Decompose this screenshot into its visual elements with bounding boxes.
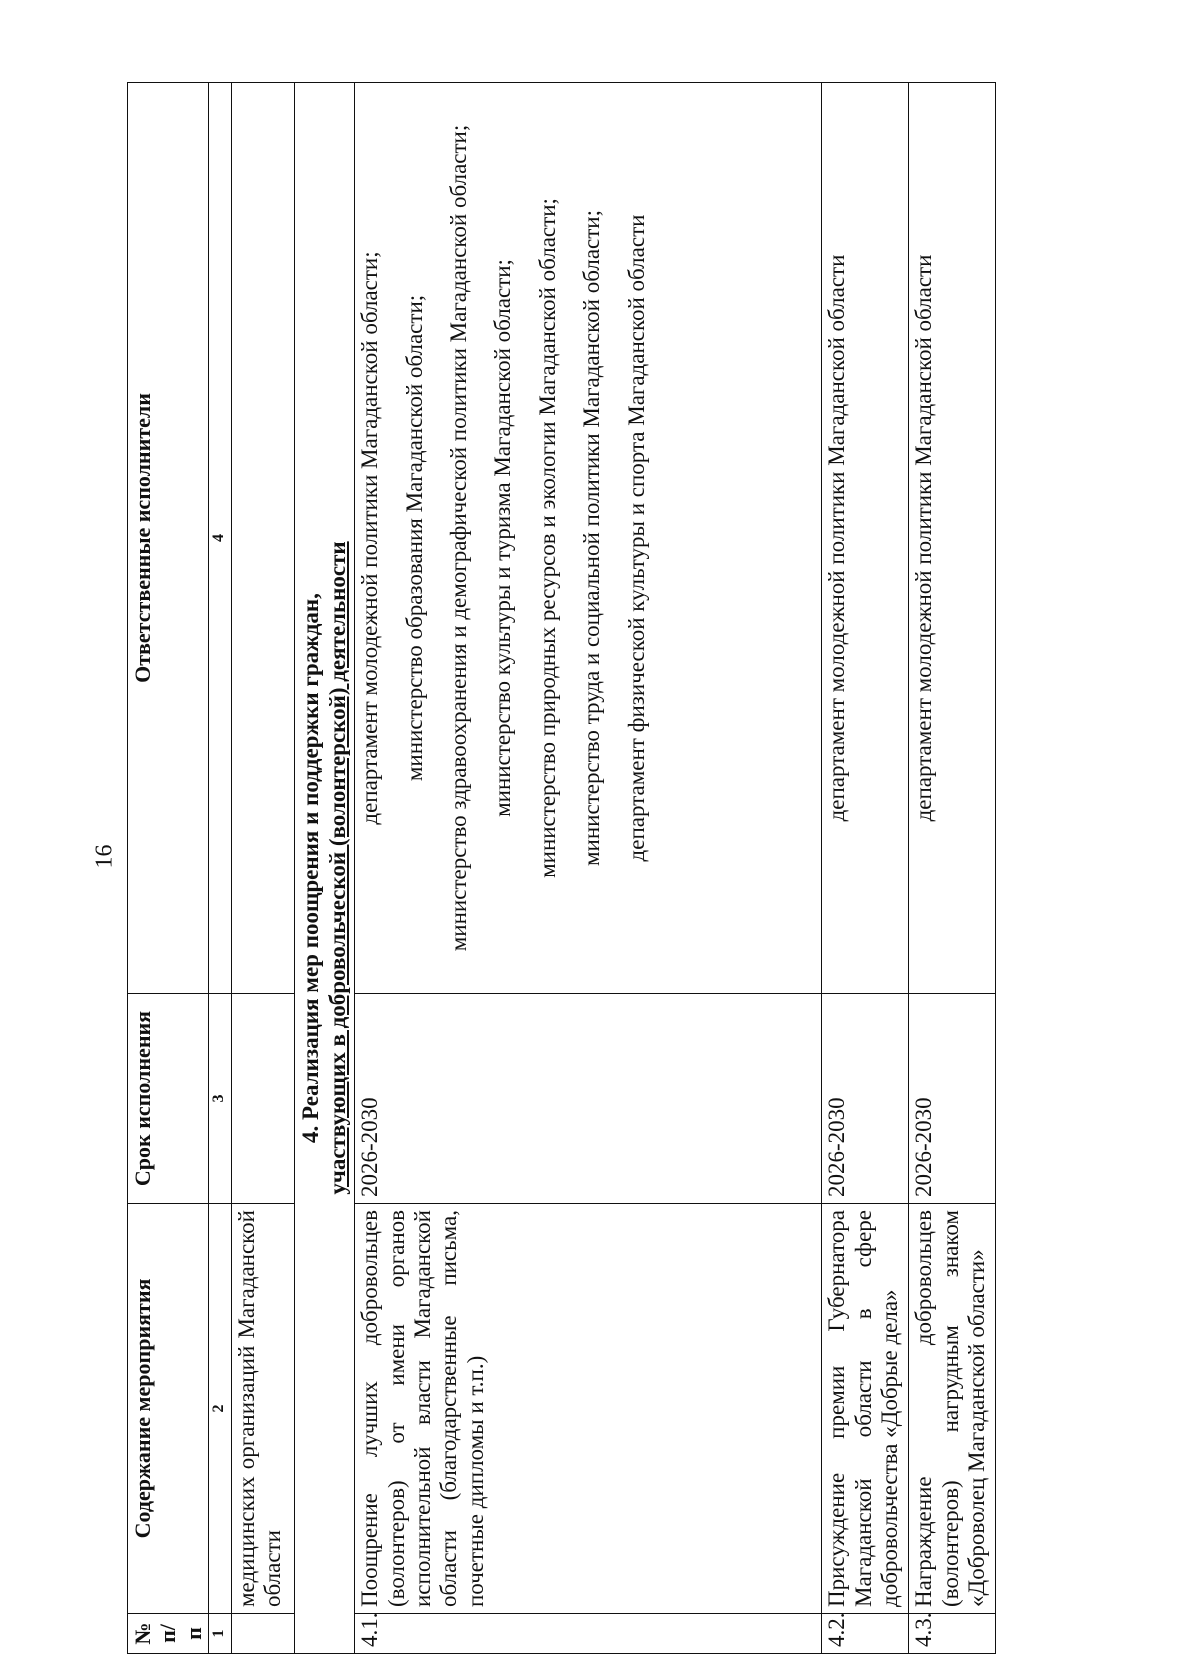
executor-item: департамент молодежной политики Магаданской области; — [357, 251, 383, 825]
empty-cell — [231, 83, 294, 994]
row-number: 4.3. — [909, 1614, 996, 1654]
row-number: 4.1. — [355, 1614, 822, 1654]
table-header-row — [128, 83, 209, 1654]
executor-item: министерство культуры и туризма Магаданской области; — [490, 259, 516, 817]
executor-item: министерство здравоохранения и демографической политики Магаданской области; — [445, 124, 471, 952]
page-number: 16 — [91, 844, 118, 869]
section-title-line1: 4. Реализация мер поощрения и поддержки граждан, — [297, 593, 323, 1143]
continuation-row — [231, 83, 294, 1654]
executor-item: департамент молодежной политики Магаданской области — [824, 254, 850, 822]
column-number: 2 — [208, 1204, 231, 1614]
rotated-page-content — [127, 83, 1200, 1654]
section-title-line2: участвующих в добровольческой (волонтерской) деятельности — [325, 541, 351, 1195]
executor-item: министерство образования Магаданской области; — [401, 294, 427, 782]
section-title-row — [294, 83, 354, 1654]
row-content: Поощрение лучших добровольцев (волонтеров) от имени органов исполнительной власти Магаданской области (благодарственные письма, почетные дипломы и т.п.) — [355, 1204, 822, 1614]
row-executors — [822, 83, 909, 994]
row-term: 2026-2030 — [355, 994, 822, 1204]
executor-item: департамент молодежной политики Магаданской области — [911, 254, 937, 822]
executor-item: департамент физической культуры и спорта Магаданской области — [623, 214, 649, 862]
section-title-cell — [294, 83, 354, 1654]
continuation-content: медицинских организаций Магаданской области — [231, 1204, 294, 1614]
row-number: 4.2. — [822, 1614, 909, 1654]
header-term: Срок исполнения — [128, 994, 209, 1204]
executor-item: министерство труда и социальной политики Магаданской области; — [579, 210, 605, 866]
empty-cell — [231, 994, 294, 1204]
empty-cell — [231, 1614, 294, 1654]
header-content: Содержание мероприятия — [128, 1204, 209, 1614]
executor-item: министерство природных ресурсов и экологии Магаданской области; — [534, 198, 560, 878]
header-number: № п/п — [128, 1614, 209, 1654]
row-content: Награждение добровольцев (волонтеров) нагрудным знаком «Доброволец Магаданской области» — [909, 1204, 996, 1614]
table-row-4-2 — [822, 83, 909, 1654]
table-row-4-1 — [355, 83, 822, 1654]
header-executors: Ответственные исполнители — [128, 83, 209, 994]
column-number: 1 — [208, 1614, 231, 1654]
row-executors — [355, 83, 822, 994]
row-term: 2026-2030 — [822, 994, 909, 1204]
table-row-4-3 — [909, 83, 996, 1654]
column-number-row — [208, 83, 231, 1654]
row-content: Присуждение премии Губернатора Магаданской области в сфере добровольчества «Добрые дела» — [822, 1204, 909, 1614]
row-term: 2026-2030 — [909, 994, 996, 1204]
measures-table — [127, 82, 996, 1654]
column-number: 3 — [208, 994, 231, 1204]
row-executors — [909, 83, 996, 994]
column-number: 4 — [208, 83, 231, 994]
